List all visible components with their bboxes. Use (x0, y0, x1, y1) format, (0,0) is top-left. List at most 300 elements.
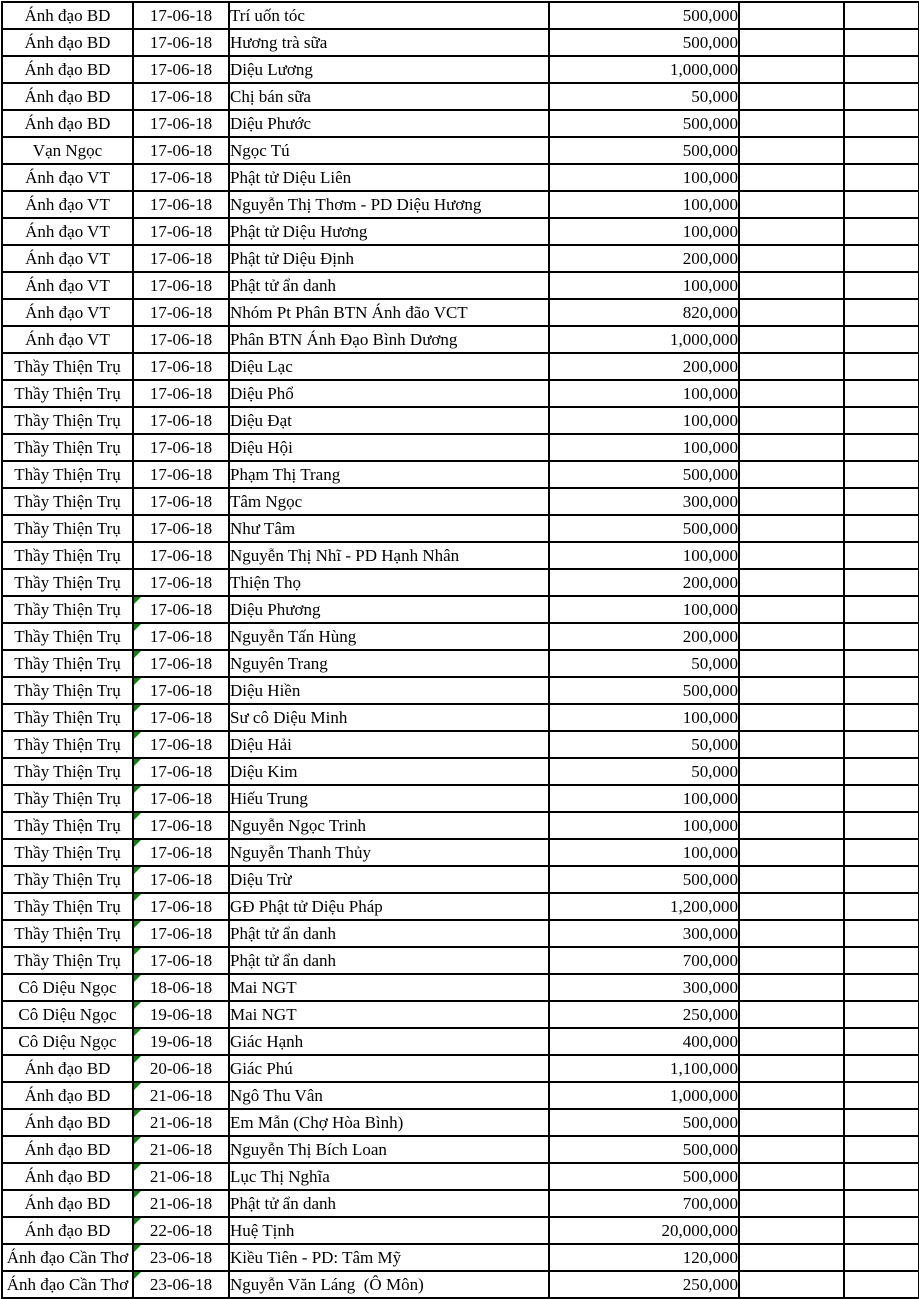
empty-cell[interactable] (844, 461, 919, 488)
empty-cell[interactable] (739, 1028, 844, 1055)
group-cell[interactable]: Ánh đạo Cần Thơ (2, 1244, 133, 1271)
empty-cell[interactable] (844, 569, 919, 596)
name-cell[interactable]: Phật tử Diệu Định (229, 245, 549, 272)
table-row (2, 272, 919, 299)
empty-cell[interactable] (739, 1163, 844, 1190)
empty-cell[interactable] (739, 434, 844, 461)
date-cell[interactable]: 17-06-18 (133, 191, 229, 218)
empty-cell[interactable] (844, 866, 919, 893)
date-cell[interactable]: 17-06-18 (133, 542, 229, 569)
group-cell[interactable]: Thầy Thiện Trụ (2, 488, 133, 515)
empty-cell[interactable] (739, 731, 844, 758)
date-cell[interactable]: 17-06-18 (133, 866, 229, 893)
empty-cell[interactable] (739, 785, 844, 812)
name-cell[interactable]: Nguyễn Văn Láng (Ô Môn) (229, 1271, 549, 1298)
group-cell[interactable]: Ánh đạo BD (2, 110, 133, 137)
group-cell[interactable]: Cô Diệu Ngọc (2, 974, 133, 1001)
name-cell[interactable]: Phạm Thị Trang (229, 461, 549, 488)
table-row (2, 56, 919, 83)
date-cell[interactable]: 23-06-18 (133, 1244, 229, 1271)
date-cell[interactable]: 20-06-18 (133, 1055, 229, 1082)
empty-cell[interactable] (739, 1190, 844, 1217)
empty-cell[interactable] (844, 515, 919, 542)
amount-cell[interactable]: 500,000 (549, 1109, 739, 1136)
table-row (2, 1271, 919, 1298)
amount-cell[interactable]: 100,000 (549, 596, 739, 623)
amount-cell[interactable]: 100,000 (549, 434, 739, 461)
amount-cell[interactable]: 500,000 (549, 110, 739, 137)
empty-cell[interactable] (844, 1244, 919, 1271)
date-cell[interactable]: 23-06-18 (133, 1271, 229, 1298)
name-cell[interactable]: Phật tử ẩn danh (229, 272, 549, 299)
empty-cell[interactable] (739, 461, 844, 488)
amount-cell[interactable]: 100,000 (549, 164, 739, 191)
group-cell[interactable]: Thầy Thiện Trụ (2, 407, 133, 434)
amount-cell[interactable]: 1,000,000 (549, 326, 739, 353)
amount-cell[interactable]: 50,000 (549, 650, 739, 677)
group-cell[interactable]: Cô Diệu Ngọc (2, 1001, 133, 1028)
empty-cell[interactable] (844, 1136, 919, 1163)
amount-cell[interactable]: 500,000 (549, 461, 739, 488)
name-cell[interactable]: Giác Hạnh (229, 1028, 549, 1055)
date-cell[interactable]: 17-06-18 (133, 29, 229, 56)
empty-cell[interactable] (739, 407, 844, 434)
date-cell[interactable]: 17-06-18 (133, 299, 229, 326)
date-cell[interactable]: 17-06-18 (133, 596, 229, 623)
name-cell[interactable]: Diệu Hội (229, 434, 549, 461)
amount-cell[interactable]: 100,000 (549, 812, 739, 839)
name-cell[interactable]: Thiện Thọ (229, 569, 549, 596)
empty-cell[interactable] (739, 623, 844, 650)
amount-cell[interactable]: 1,200,000 (549, 893, 739, 920)
empty-cell[interactable] (739, 596, 844, 623)
group-cell[interactable]: Thầy Thiện Trụ (2, 947, 133, 974)
date-cell[interactable]: 17-06-18 (133, 137, 229, 164)
amount-cell[interactable]: 20,000,000 (549, 1217, 739, 1244)
amount-cell[interactable]: 100,000 (549, 218, 739, 245)
name-cell[interactable]: Hương trà sữa (229, 29, 549, 56)
empty-cell[interactable] (844, 920, 919, 947)
name-cell[interactable]: Trí uốn tóc (229, 2, 549, 29)
empty-cell[interactable] (739, 272, 844, 299)
empty-cell[interactable] (844, 1190, 919, 1217)
date-cell[interactable]: 17-06-18 (133, 272, 229, 299)
date-cell[interactable]: 21-06-18 (133, 1163, 229, 1190)
date-cell[interactable]: 17-06-18 (133, 947, 229, 974)
name-cell[interactable]: Huệ Tịnh (229, 1217, 549, 1244)
empty-cell[interactable] (844, 1055, 919, 1082)
amount-cell[interactable]: 500,000 (549, 137, 739, 164)
date-cell[interactable]: 17-06-18 (133, 110, 229, 137)
amount-cell[interactable]: 300,000 (549, 974, 739, 1001)
table-row (2, 947, 919, 974)
group-cell[interactable]: Thầy Thiện Trụ (2, 569, 133, 596)
empty-cell[interactable] (739, 1109, 844, 1136)
amount-cell[interactable]: 200,000 (549, 569, 739, 596)
date-cell[interactable]: 17-06-18 (133, 461, 229, 488)
group-cell[interactable]: Cô Diệu Ngọc (2, 1028, 133, 1055)
name-cell[interactable]: Phật tử ẩn danh (229, 947, 549, 974)
name-cell[interactable]: Diệu Phước (229, 110, 549, 137)
name-cell[interactable]: Sư cô Diệu Minh (229, 704, 549, 731)
name-cell[interactable]: Phật tử ẩn danh (229, 920, 549, 947)
empty-cell[interactable] (844, 785, 919, 812)
group-cell[interactable]: Ánh đạo Cần Thơ (2, 1271, 133, 1298)
date-cell[interactable]: 21-06-18 (133, 1082, 229, 1109)
amount-cell[interactable]: 250,000 (549, 1271, 739, 1298)
name-cell[interactable]: Nguyễn Ngọc Trinh (229, 812, 549, 839)
name-cell[interactable]: Nguyễn Thị Thơm - PD Diệu Hương (229, 191, 549, 218)
date-cell[interactable]: 17-06-18 (133, 488, 229, 515)
empty-cell[interactable] (844, 299, 919, 326)
empty-cell[interactable] (844, 245, 919, 272)
date-cell[interactable]: 21-06-18 (133, 1109, 229, 1136)
group-cell[interactable]: Ánh đạo BD (2, 1136, 133, 1163)
empty-cell[interactable] (844, 110, 919, 137)
empty-cell[interactable] (844, 1217, 919, 1244)
amount-cell[interactable]: 400,000 (549, 1028, 739, 1055)
group-cell[interactable]: Ánh đạo VT (2, 299, 133, 326)
error-indicator-icon (134, 1218, 141, 1225)
name-cell[interactable]: Nguyên Trang (229, 650, 549, 677)
empty-cell[interactable] (739, 866, 844, 893)
name-cell[interactable]: Diệu Phổ (229, 380, 549, 407)
empty-cell[interactable] (844, 488, 919, 515)
empty-cell[interactable] (739, 1082, 844, 1109)
name-cell[interactable]: Ngô Thu Vân (229, 1082, 549, 1109)
amount-cell[interactable]: 300,000 (549, 488, 739, 515)
name-cell[interactable]: Diệu Trừ (229, 866, 549, 893)
group-cell[interactable]: Vạn Ngọc (2, 137, 133, 164)
error-indicator-icon (134, 759, 141, 766)
date-cell[interactable]: 17-06-18 (133, 218, 229, 245)
empty-cell[interactable] (844, 353, 919, 380)
empty-cell[interactable] (739, 353, 844, 380)
table-row (2, 353, 919, 380)
empty-cell[interactable] (739, 1217, 844, 1244)
empty-cell[interactable] (844, 1082, 919, 1109)
empty-cell[interactable] (739, 542, 844, 569)
group-cell[interactable]: Thầy Thiện Trụ (2, 650, 133, 677)
amount-cell[interactable]: 500,000 (549, 866, 739, 893)
group-cell[interactable]: Thầy Thiện Trụ (2, 920, 133, 947)
empty-cell[interactable] (739, 488, 844, 515)
name-cell[interactable]: Diệu Kim (229, 758, 549, 785)
empty-cell[interactable] (844, 272, 919, 299)
group-cell[interactable]: Ánh đạo BD (2, 1109, 133, 1136)
group-cell[interactable]: Thầy Thiện Trụ (2, 596, 133, 623)
group-cell[interactable]: Thầy Thiện Trụ (2, 461, 133, 488)
group-cell[interactable]: Thầy Thiện Trụ (2, 785, 133, 812)
amount-cell[interactable]: 500,000 (549, 1163, 739, 1190)
amount-cell[interactable]: 500,000 (549, 1136, 739, 1163)
name-cell[interactable]: Phân BTN Ánh Đạo Bình Dương (229, 326, 549, 353)
amount-cell[interactable]: 50,000 (549, 758, 739, 785)
amount-cell[interactable]: 820,000 (549, 299, 739, 326)
amount-cell[interactable]: 200,000 (549, 353, 739, 380)
empty-cell[interactable] (739, 569, 844, 596)
date-cell[interactable]: 17-06-18 (133, 434, 229, 461)
name-cell[interactable]: Diệu Phương (229, 596, 549, 623)
group-cell[interactable]: Thầy Thiện Trụ (2, 542, 133, 569)
date-cell[interactable]: 17-06-18 (133, 353, 229, 380)
empty-cell[interactable] (739, 839, 844, 866)
empty-cell[interactable] (739, 704, 844, 731)
name-cell[interactable]: Diệu Đạt (229, 407, 549, 434)
empty-cell[interactable] (739, 245, 844, 272)
empty-cell[interactable] (739, 191, 844, 218)
table-row (2, 677, 919, 704)
empty-cell[interactable] (844, 164, 919, 191)
amount-cell[interactable]: 1,100,000 (549, 1055, 739, 1082)
empty-cell[interactable] (844, 1028, 919, 1055)
group-cell[interactable]: Thầy Thiện Trụ (2, 434, 133, 461)
group-cell[interactable]: Thầy Thiện Trụ (2, 677, 133, 704)
date-cell[interactable]: 17-06-18 (133, 704, 229, 731)
date-cell[interactable]: 21-06-18 (133, 1190, 229, 1217)
empty-cell[interactable] (844, 326, 919, 353)
empty-cell[interactable] (844, 380, 919, 407)
empty-cell[interactable] (844, 434, 919, 461)
date-cell[interactable]: 19-06-18 (133, 1028, 229, 1055)
empty-cell[interactable] (844, 407, 919, 434)
date-cell[interactable]: 17-06-18 (133, 731, 229, 758)
empty-cell[interactable] (739, 677, 844, 704)
name-cell[interactable]: Mai NGT (229, 1001, 549, 1028)
amount-cell[interactable]: 50,000 (549, 83, 739, 110)
empty-cell[interactable] (844, 137, 919, 164)
amount-cell[interactable]: 100,000 (549, 272, 739, 299)
empty-cell[interactable] (739, 650, 844, 677)
name-cell[interactable]: Em Mẫn (Chợ Hòa Bình) (229, 1109, 549, 1136)
date-cell[interactable]: 17-06-18 (133, 326, 229, 353)
error-indicator-icon (134, 705, 141, 712)
amount-cell[interactable]: 1,000,000 (549, 56, 739, 83)
amount-cell[interactable]: 100,000 (549, 380, 739, 407)
empty-cell[interactable] (739, 1136, 844, 1163)
empty-cell[interactable] (739, 515, 844, 542)
group-cell[interactable]: Thầy Thiện Trụ (2, 812, 133, 839)
empty-cell[interactable] (739, 1055, 844, 1082)
group-cell[interactable]: Ánh đạo BD (2, 56, 133, 83)
name-cell[interactable]: Kiều Tiên - PD: Tâm Mỹ (229, 1244, 549, 1271)
empty-cell[interactable] (844, 1271, 919, 1298)
date-cell[interactable]: 17-06-18 (133, 812, 229, 839)
group-cell[interactable]: Ánh đạo BD (2, 1163, 133, 1190)
empty-cell[interactable] (844, 812, 919, 839)
empty-cell[interactable] (739, 893, 844, 920)
group-cell[interactable]: Thầy Thiện Trụ (2, 380, 133, 407)
group-cell[interactable]: Ánh đạo VT (2, 326, 133, 353)
empty-cell[interactable] (844, 650, 919, 677)
amount-cell[interactable]: 250,000 (549, 1001, 739, 1028)
amount-cell[interactable]: 100,000 (549, 839, 739, 866)
amount-cell[interactable]: 120,000 (549, 1244, 739, 1271)
empty-cell[interactable] (844, 218, 919, 245)
empty-cell[interactable] (739, 137, 844, 164)
group-cell[interactable]: Ánh đạo BD (2, 1082, 133, 1109)
amount-cell[interactable]: 1,000,000 (549, 1082, 739, 1109)
table-row (2, 461, 919, 488)
empty-cell[interactable] (844, 704, 919, 731)
empty-cell[interactable] (739, 974, 844, 1001)
name-cell[interactable]: Chị bán sữa (229, 83, 549, 110)
empty-cell[interactable] (739, 326, 844, 353)
empty-cell[interactable] (739, 920, 844, 947)
amount-cell[interactable]: 100,000 (549, 407, 739, 434)
date-cell[interactable]: 17-06-18 (133, 2, 229, 29)
empty-cell[interactable] (844, 56, 919, 83)
amount-cell[interactable]: 100,000 (549, 191, 739, 218)
amount-cell[interactable]: 300,000 (549, 920, 739, 947)
group-cell[interactable]: Thầy Thiện Trụ (2, 758, 133, 785)
amount-cell[interactable]: 200,000 (549, 245, 739, 272)
date-cell[interactable]: 17-06-18 (133, 407, 229, 434)
empty-cell[interactable] (844, 974, 919, 1001)
group-cell[interactable]: Ánh đạo VT (2, 164, 133, 191)
empty-cell[interactable] (739, 29, 844, 56)
date-cell[interactable]: 17-06-18 (133, 650, 229, 677)
group-cell[interactable]: Ánh đạo VT (2, 272, 133, 299)
empty-cell[interactable] (844, 623, 919, 650)
group-cell[interactable]: Thầy Thiện Trụ (2, 704, 133, 731)
empty-cell[interactable] (844, 1001, 919, 1028)
amount-cell[interactable]: 100,000 (549, 542, 739, 569)
name-cell[interactable]: Phật tử Diệu Liên (229, 164, 549, 191)
date-cell[interactable]: 17-06-18 (133, 758, 229, 785)
group-cell[interactable]: Ánh đạo BD (2, 29, 133, 56)
name-cell[interactable]: Tâm Ngọc (229, 488, 549, 515)
empty-cell[interactable] (739, 83, 844, 110)
group-cell[interactable]: Ánh đạo VT (2, 245, 133, 272)
date-cell[interactable]: 19-06-18 (133, 1001, 229, 1028)
date-cell[interactable]: 17-06-18 (133, 920, 229, 947)
empty-cell[interactable] (739, 218, 844, 245)
group-cell[interactable]: Ánh đạo BD (2, 1055, 133, 1082)
amount-cell[interactable]: 700,000 (549, 947, 739, 974)
empty-cell[interactable] (739, 1001, 844, 1028)
amount-cell[interactable]: 100,000 (549, 785, 739, 812)
amount-cell[interactable]: 500,000 (549, 677, 739, 704)
group-cell[interactable]: Thầy Thiện Trụ (2, 731, 133, 758)
group-cell[interactable]: Ánh đạo BD (2, 1217, 133, 1244)
group-cell[interactable]: Thầy Thiện Trụ (2, 866, 133, 893)
name-cell[interactable]: Diệu Lạc (229, 353, 549, 380)
table-row (2, 191, 919, 218)
empty-cell[interactable] (844, 893, 919, 920)
group-cell[interactable]: Thầy Thiện Trụ (2, 893, 133, 920)
name-cell[interactable]: Diệu Hiền (229, 677, 549, 704)
amount-cell[interactable]: 700,000 (549, 1190, 739, 1217)
name-cell[interactable]: Nhóm Pt Phân BTN Ánh đão VCT (229, 299, 549, 326)
name-cell[interactable]: Diệu Lương (229, 56, 549, 83)
amount-cell[interactable]: 200,000 (549, 623, 739, 650)
empty-cell[interactable] (739, 380, 844, 407)
date-cell[interactable]: 21-06-18 (133, 1136, 229, 1163)
date-cell[interactable]: 22-06-18 (133, 1217, 229, 1244)
name-cell[interactable]: Mai NGT (229, 974, 549, 1001)
empty-cell[interactable] (844, 731, 919, 758)
amount-cell[interactable]: 100,000 (549, 704, 739, 731)
empty-cell[interactable] (739, 1244, 844, 1271)
empty-cell[interactable] (739, 164, 844, 191)
group-cell[interactable]: Thầy Thiện Trụ (2, 515, 133, 542)
empty-cell[interactable] (739, 947, 844, 974)
empty-cell[interactable] (844, 2, 919, 29)
date-cell[interactable]: 17-06-18 (133, 83, 229, 110)
date-cell[interactable]: 17-06-18 (133, 893, 229, 920)
group-cell[interactable]: Thầy Thiện Trụ (2, 353, 133, 380)
name-cell[interactable]: GĐ Phật tử Diệu Pháp (229, 893, 549, 920)
date-cell[interactable]: 17-06-18 (133, 56, 229, 83)
date-cell[interactable]: 18-06-18 (133, 974, 229, 1001)
date-cell[interactable]: 17-06-18 (133, 380, 229, 407)
group-cell[interactable]: Thầy Thiện Trụ (2, 623, 133, 650)
name-cell[interactable]: Phật tử Diệu Hương (229, 218, 549, 245)
name-cell[interactable]: Lục Thị Nghĩa (229, 1163, 549, 1190)
name-cell[interactable]: Nguyễn Tấn Hùng (229, 623, 549, 650)
empty-cell[interactable] (844, 191, 919, 218)
date-cell[interactable]: 17-06-18 (133, 785, 229, 812)
empty-cell[interactable] (739, 812, 844, 839)
empty-cell[interactable] (739, 758, 844, 785)
empty-cell[interactable] (844, 677, 919, 704)
date-cell[interactable]: 17-06-18 (133, 569, 229, 596)
group-cell[interactable]: Ánh đạo BD (2, 2, 133, 29)
name-cell[interactable]: Nguyễn Thanh Thủy (229, 839, 549, 866)
group-cell[interactable]: Ánh đạo BD (2, 1190, 133, 1217)
empty-cell[interactable] (844, 947, 919, 974)
empty-cell[interactable] (844, 596, 919, 623)
date-cell[interactable]: 17-06-18 (133, 164, 229, 191)
date-cell[interactable]: 17-06-18 (133, 623, 229, 650)
empty-cell[interactable] (844, 758, 919, 785)
date-cell[interactable]: 17-06-18 (133, 245, 229, 272)
name-cell[interactable]: Diệu Hải (229, 731, 549, 758)
amount-cell[interactable]: 50,000 (549, 731, 739, 758)
amount-cell[interactable]: 500,000 (549, 29, 739, 56)
amount-cell[interactable]: 500,000 (549, 515, 739, 542)
date-cell[interactable]: 17-06-18 (133, 677, 229, 704)
empty-cell[interactable] (844, 542, 919, 569)
empty-cell[interactable] (739, 56, 844, 83)
empty-cell[interactable] (844, 1163, 919, 1190)
group-cell[interactable]: Thầy Thiện Trụ (2, 839, 133, 866)
empty-cell[interactable] (739, 299, 844, 326)
empty-cell[interactable] (739, 1271, 844, 1298)
name-cell[interactable]: Hiếu Trung (229, 785, 549, 812)
empty-cell[interactable] (739, 110, 844, 137)
amount-cell[interactable]: 500,000 (549, 2, 739, 29)
name-cell[interactable]: Nguyễn Thị Bích Loan (229, 1136, 549, 1163)
empty-cell[interactable] (844, 29, 919, 56)
empty-cell[interactable] (844, 1109, 919, 1136)
empty-cell[interactable] (844, 839, 919, 866)
date-cell[interactable]: 17-06-18 (133, 515, 229, 542)
empty-cell[interactable] (739, 2, 844, 29)
group-cell[interactable]: Ánh đạo VT (2, 191, 133, 218)
name-cell[interactable]: Phật tử ẩn danh (229, 1190, 549, 1217)
group-cell[interactable]: Ánh đạo BD (2, 83, 133, 110)
name-cell[interactable]: Ngọc Tú (229, 137, 549, 164)
name-cell[interactable]: Giác Phú (229, 1055, 549, 1082)
date-cell[interactable]: 17-06-18 (133, 839, 229, 866)
empty-cell[interactable] (844, 83, 919, 110)
error-indicator-icon (134, 1164, 141, 1171)
name-cell[interactable]: Nguyễn Thị Nhĩ - PD Hạnh Nhân (229, 542, 549, 569)
group-cell[interactable]: Ánh đạo VT (2, 218, 133, 245)
name-cell[interactable]: Như Tâm (229, 515, 549, 542)
